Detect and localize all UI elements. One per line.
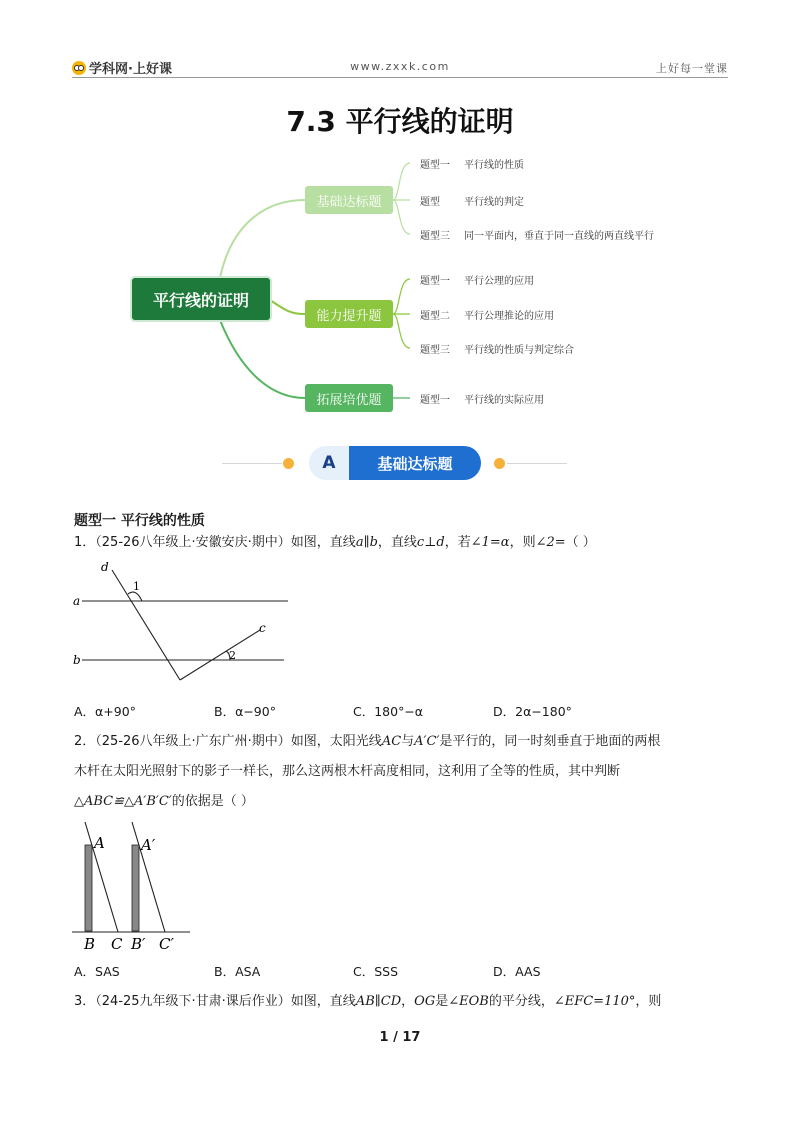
question-1-option-a: A．α+90° (74, 704, 136, 719)
question-1-option-c: C．180°−α (353, 704, 424, 719)
question-1-figure (70, 558, 300, 688)
line-label-a: a (73, 594, 81, 608)
banner-title: 基础达标题 (349, 446, 481, 480)
question-1-option-d: D．2α−180° (493, 704, 572, 719)
mindmap-branch-basic: 基础达标题 (305, 186, 393, 214)
mindmap-branch-ability: 能力提升题 (305, 300, 393, 328)
question-2-line-3: △ABC≌△A′B′C′的依据是（ ） (74, 794, 254, 809)
banner-dot-right (494, 458, 505, 469)
mindmap-root: 平行线的证明 (132, 278, 270, 320)
header-slogan: 上好每一堂课 (656, 62, 728, 75)
line-label-b: b (73, 653, 81, 667)
point-label-A-prime: A′ (141, 836, 156, 854)
question-2-option-d: D．AAS (493, 964, 541, 979)
question-2-option-b: B．ASA (214, 964, 261, 979)
question-1-option-b: B．α−90° (214, 704, 276, 719)
logo-text: 学科网·上好课 (89, 62, 172, 77)
mindmap-leaf: 题型三 平行线的性质与判定综合 (420, 345, 574, 356)
page-number: 1 / 17 (379, 1030, 421, 1045)
point-label-B: B (84, 935, 96, 953)
page-title: 7.3 平行线的证明 (286, 105, 514, 138)
mindmap-leaf: 题型 平行线的判定 (420, 197, 524, 208)
question-2-option-c: C．SSS (353, 964, 399, 979)
line-label-d: d (101, 560, 109, 574)
question-2-line-2: 木杆在太阳光照射下的影子一样长，那么这两根木杆高度相同，这利用了全等的性质，其中判断 (74, 764, 621, 779)
question-3-text: 3．（24-25九年级下·甘肃·课后作业）如图，直线AB∥CD，OG是∠EOB的平分线，∠EFC=110°，则 (74, 994, 662, 1009)
mindmap-leaf: 题型二 平行公理推论的应用 (420, 311, 554, 322)
point-label-A: A (94, 834, 105, 852)
banner-divider-right (507, 463, 567, 464)
mindmap-connectors (0, 0, 800, 440)
question-2-option-a: A．SAS (74, 964, 120, 979)
mindmap-leaf: 题型三 同一平面内，垂直于同一直线的两直线平行 (420, 231, 654, 242)
angle-label-2: 2 (229, 649, 236, 662)
mindmap-leaf: 题型一 平行线的实际应用 (420, 395, 544, 406)
question-2-line-1: 2．（25-26八年级上·广东广州·期中）如图，太阳光线AC与A′C′是平行的，同一时刻垂直于地面的两根 (74, 734, 661, 749)
point-label-B-prime: B′ (131, 935, 146, 953)
mindmap-leaf: 题型一 平行公理的应用 (420, 276, 534, 287)
point-label-C: C (111, 935, 123, 953)
header-url: www.zxxk.com (350, 60, 450, 73)
mindmap-leaf: 题型一 平行线的性质 (420, 160, 524, 171)
question-1-text: 1．（25-26八年级上·安徽安庆·期中）如图，直线a∥b，直线c⊥d，若∠1=α，则∠2=（ ） (74, 535, 596, 550)
banner-letter: A (309, 446, 349, 480)
point-label-C-prime: C′ (159, 935, 174, 953)
line-label-c: c (259, 621, 266, 635)
question-2-figure (70, 818, 200, 958)
banner-divider-left (222, 463, 282, 464)
mindmap-branch-extension: 拓展培优题 (305, 384, 393, 412)
banner-dot-left (283, 458, 294, 469)
section-banner (309, 446, 481, 480)
section-heading: 题型一 平行线的性质 (74, 513, 205, 529)
angle-label-1: 1 (133, 580, 140, 593)
